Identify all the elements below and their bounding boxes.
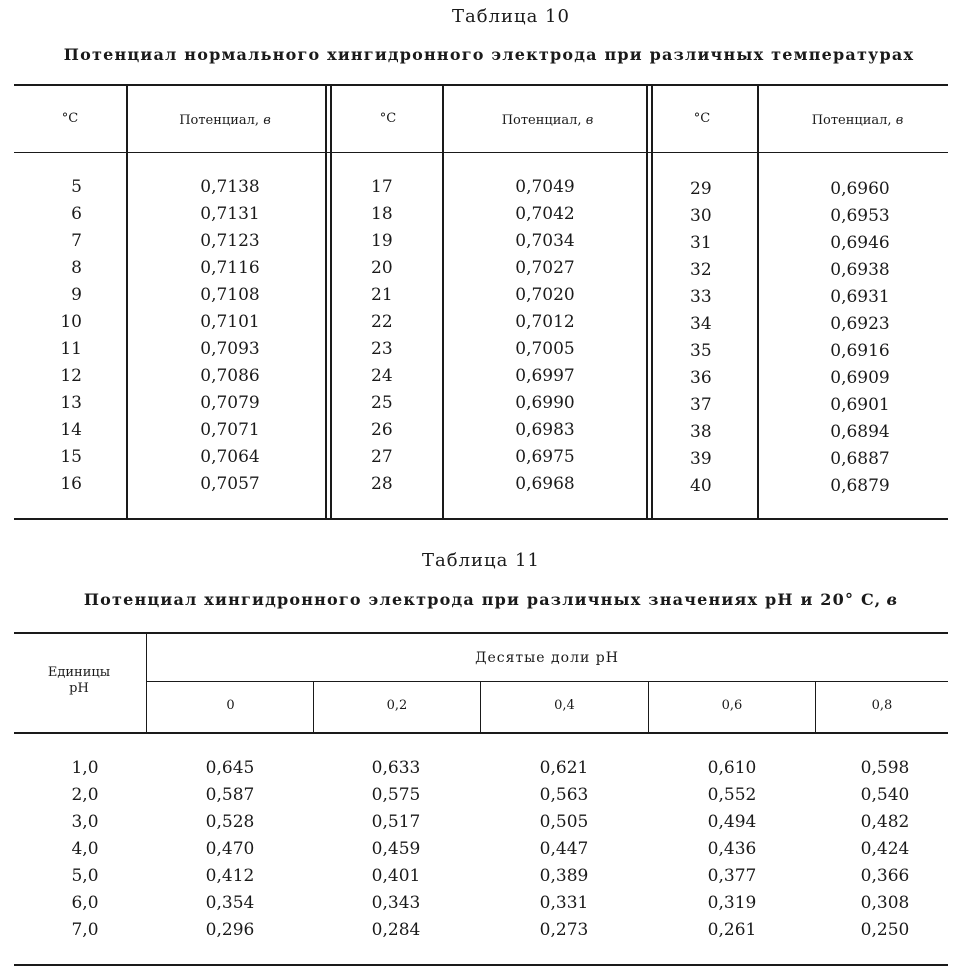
ph-unit-cell: 7,0 xyxy=(71,920,99,940)
potential-cell: 0,6990 xyxy=(515,393,575,413)
header-tenths-ph: Десятые доли pH xyxy=(475,650,619,666)
potential-cell: 0,6909 xyxy=(830,368,890,388)
table10-divider xyxy=(757,86,759,518)
potential-cell: 0,7086 xyxy=(200,366,260,386)
ph-value-cell: 0,354 xyxy=(205,893,255,913)
ph-unit-cell: 2,0 xyxy=(71,785,99,805)
temperature-cell: 35 xyxy=(690,341,712,361)
temperature-cell: 8 xyxy=(71,258,82,278)
potential-cell: 0,7005 xyxy=(515,339,575,359)
potential-cell: 0,7020 xyxy=(515,285,575,305)
potential-cell: 0,7116 xyxy=(200,258,260,278)
ph-unit-cell: 5,0 xyxy=(71,866,99,886)
temperature-cell: 23 xyxy=(371,339,393,359)
ph-value-column xyxy=(494,755,634,944)
table10-divider xyxy=(126,86,128,518)
header-temp: °C xyxy=(61,111,79,126)
header-potential: Потенциал, в xyxy=(811,113,904,128)
potential-cell: 0,7034 xyxy=(515,231,575,251)
header-tenth: 0,8 xyxy=(871,698,893,713)
temperature-cell: 28 xyxy=(371,474,393,494)
ph-value-cell: 0,261 xyxy=(707,920,757,940)
ph-unit-cell: 3,0 xyxy=(71,812,99,832)
temperature-cell: 16 xyxy=(60,474,82,494)
temperature-cell: 25 xyxy=(371,393,393,413)
ph-value-cell: 0,528 xyxy=(205,812,255,832)
potential-cell: 0,6997 xyxy=(515,366,575,386)
potential-cell: 0,7027 xyxy=(515,258,575,278)
potential-cell: 0,6901 xyxy=(830,395,890,415)
ph-value-cell: 0,459 xyxy=(371,839,421,859)
ph-value-cell: 0,308 xyxy=(860,893,910,913)
ph-value-cell: 0,447 xyxy=(539,839,589,859)
potential-cell: 0,6879 xyxy=(830,476,890,496)
table11-title: Потенциал хингидронного электрода при различных значениях pH и 20° C, в xyxy=(83,590,899,609)
table11-top-rule xyxy=(14,632,948,634)
table10-top-rule xyxy=(14,84,948,86)
header-tenth: 0,2 xyxy=(386,698,408,713)
header-temp: °C xyxy=(379,111,397,126)
table11-number: Таблица 11 xyxy=(422,550,540,571)
potential-cell: 0,7131 xyxy=(200,204,260,224)
potential-cell: 0,6916 xyxy=(830,341,890,361)
table10-number: Таблица 10 xyxy=(452,6,570,27)
temperature-cell: 11 xyxy=(60,339,82,359)
ph-unit-cell: 6,0 xyxy=(71,893,99,913)
temperature-cell: 29 xyxy=(690,179,712,199)
table10-bottom-rule xyxy=(14,518,948,520)
ph-value-cell: 0,482 xyxy=(860,812,910,832)
temperature-cell: 33 xyxy=(690,287,712,307)
temperature-cell: 18 xyxy=(371,204,393,224)
ph-value-cell: 0,377 xyxy=(707,866,757,886)
table11-header-rule xyxy=(14,732,948,734)
temperature-cell: 32 xyxy=(690,260,712,280)
header-tenth: 0 xyxy=(226,698,235,713)
table10-header-rule xyxy=(14,152,948,153)
ph-value-column xyxy=(662,755,802,944)
ph-value-cell: 0,250 xyxy=(860,920,910,940)
potential-cell: 0,6953 xyxy=(830,206,890,226)
ph-value-cell: 0,319 xyxy=(707,893,757,913)
temperature-cell: 15 xyxy=(60,447,82,467)
ph-value-cell: 0,366 xyxy=(860,866,910,886)
potential-column xyxy=(790,176,930,500)
temperature-cell: 37 xyxy=(690,395,712,415)
temperature-cell: 36 xyxy=(690,368,712,388)
ph-value-cell: 0,470 xyxy=(205,839,255,859)
ph-unit-cell: 1,0 xyxy=(71,758,99,778)
potential-cell: 0,7079 xyxy=(200,393,260,413)
potential-cell: 0,7012 xyxy=(515,312,575,332)
potential-cell: 0,7108 xyxy=(200,285,260,305)
table10-double-divider xyxy=(325,86,327,518)
potential-cell: 0,6968 xyxy=(515,474,575,494)
temperature-cell: 27 xyxy=(371,447,393,467)
table11-divider xyxy=(146,634,147,732)
header-tenth: 0,4 xyxy=(554,698,575,713)
ph-value-cell: 0,552 xyxy=(707,785,757,805)
ph-value-cell: 0,424 xyxy=(860,839,910,859)
ph-value-cell: 0,331 xyxy=(539,893,589,913)
temperature-cell: 21 xyxy=(371,285,393,305)
potential-cell: 0,7064 xyxy=(200,447,260,467)
header-potential: Потенциал, в xyxy=(501,113,594,128)
temperature-cell: 6 xyxy=(71,204,82,224)
temperature-cell: 24 xyxy=(371,366,393,386)
temperature-cell: 5 xyxy=(71,177,82,197)
ph-value-cell: 0,505 xyxy=(539,812,589,832)
temperature-cell: 12 xyxy=(60,366,82,386)
temperature-cell: 26 xyxy=(371,420,393,440)
temperature-cell: 20 xyxy=(371,258,393,278)
ph-value-cell: 0,645 xyxy=(205,758,255,778)
temperature-cell: 14 xyxy=(60,420,82,440)
temperature-cell: 30 xyxy=(690,206,712,226)
temperature-column xyxy=(371,174,431,498)
potential-column xyxy=(475,174,615,498)
potential-cell: 0,7071 xyxy=(200,420,260,440)
potential-cell: 0,6931 xyxy=(830,287,890,307)
temperature-column xyxy=(690,176,750,500)
ph-value-column xyxy=(326,755,466,944)
ph-value-cell: 0,296 xyxy=(205,920,255,940)
ph-value-cell: 0,540 xyxy=(860,785,910,805)
potential-cell: 0,6975 xyxy=(515,447,575,467)
temperature-cell: 38 xyxy=(690,422,712,442)
ph-value-cell: 0,610 xyxy=(707,758,757,778)
table10-double-divider xyxy=(651,86,653,518)
potential-cell: 0,7138 xyxy=(200,177,260,197)
temperature-cell: 9 xyxy=(71,285,82,305)
table11-subheader-rule xyxy=(146,681,948,682)
ph-unit-cell: 4,0 xyxy=(71,839,99,859)
ph-value-cell: 0,563 xyxy=(539,785,589,805)
ph-value-cell: 0,517 xyxy=(371,812,421,832)
ph-value-cell: 0,401 xyxy=(371,866,421,886)
header-temp: °C xyxy=(693,111,711,126)
potential-cell: 0,7123 xyxy=(200,231,260,251)
temperature-cell: 39 xyxy=(690,449,712,469)
temperature-cell: 13 xyxy=(60,393,82,413)
ph-value-cell: 0,436 xyxy=(707,839,757,859)
potential-cell: 0,7057 xyxy=(200,474,260,494)
ph-value-cell: 0,621 xyxy=(539,758,589,778)
table10-double-divider xyxy=(330,86,332,518)
potential-cell: 0,6983 xyxy=(515,420,575,440)
temperature-column xyxy=(30,174,82,498)
potential-cell: 0,7042 xyxy=(515,204,575,224)
potential-cell: 0,6938 xyxy=(830,260,890,280)
temperature-cell: 40 xyxy=(690,476,712,496)
ph-value-cell: 0,575 xyxy=(371,785,421,805)
potential-column xyxy=(160,174,300,498)
potential-cell: 0,6960 xyxy=(830,179,890,199)
ph-value-cell: 0,587 xyxy=(205,785,255,805)
ph-value-cell: 0,412 xyxy=(205,866,255,886)
ph-units-column xyxy=(50,755,120,944)
temperature-cell: 19 xyxy=(371,231,393,251)
table10-divider xyxy=(442,86,444,518)
header-tenth: 0,6 xyxy=(721,698,743,713)
ph-value-cell: 0,598 xyxy=(860,758,910,778)
temperature-cell: 10 xyxy=(60,312,82,332)
temperature-cell: 7 xyxy=(71,231,82,251)
potential-cell: 0,6894 xyxy=(830,422,890,442)
ph-value-column xyxy=(825,755,945,944)
ph-value-cell: 0,273 xyxy=(539,920,589,940)
temperature-cell: 17 xyxy=(371,177,393,197)
table10-double-divider xyxy=(646,86,648,518)
ph-value-cell: 0,389 xyxy=(539,866,589,886)
ph-value-cell: 0,633 xyxy=(371,758,421,778)
temperature-cell: 22 xyxy=(371,312,393,332)
temperature-cell: 34 xyxy=(690,314,712,334)
ph-value-column xyxy=(160,755,300,944)
table11-bottom-rule xyxy=(14,964,948,966)
potential-cell: 0,7101 xyxy=(200,312,260,332)
potential-cell: 0,7049 xyxy=(515,177,575,197)
ph-value-cell: 0,343 xyxy=(371,893,421,913)
ph-value-cell: 0,494 xyxy=(707,812,757,832)
potential-cell: 0,6946 xyxy=(830,233,890,253)
potential-cell: 0,6923 xyxy=(830,314,890,334)
header-potential: Потенциал, в xyxy=(179,113,271,128)
temperature-cell: 31 xyxy=(690,233,712,253)
ph-value-cell: 0,284 xyxy=(371,920,421,940)
potential-cell: 0,6887 xyxy=(830,449,890,469)
header-ph-units: Единицы pH xyxy=(47,665,111,696)
table10-title: Потенциал нормального хингидронного электрода при различных температурах xyxy=(63,45,915,64)
potential-cell: 0,7093 xyxy=(200,339,260,359)
